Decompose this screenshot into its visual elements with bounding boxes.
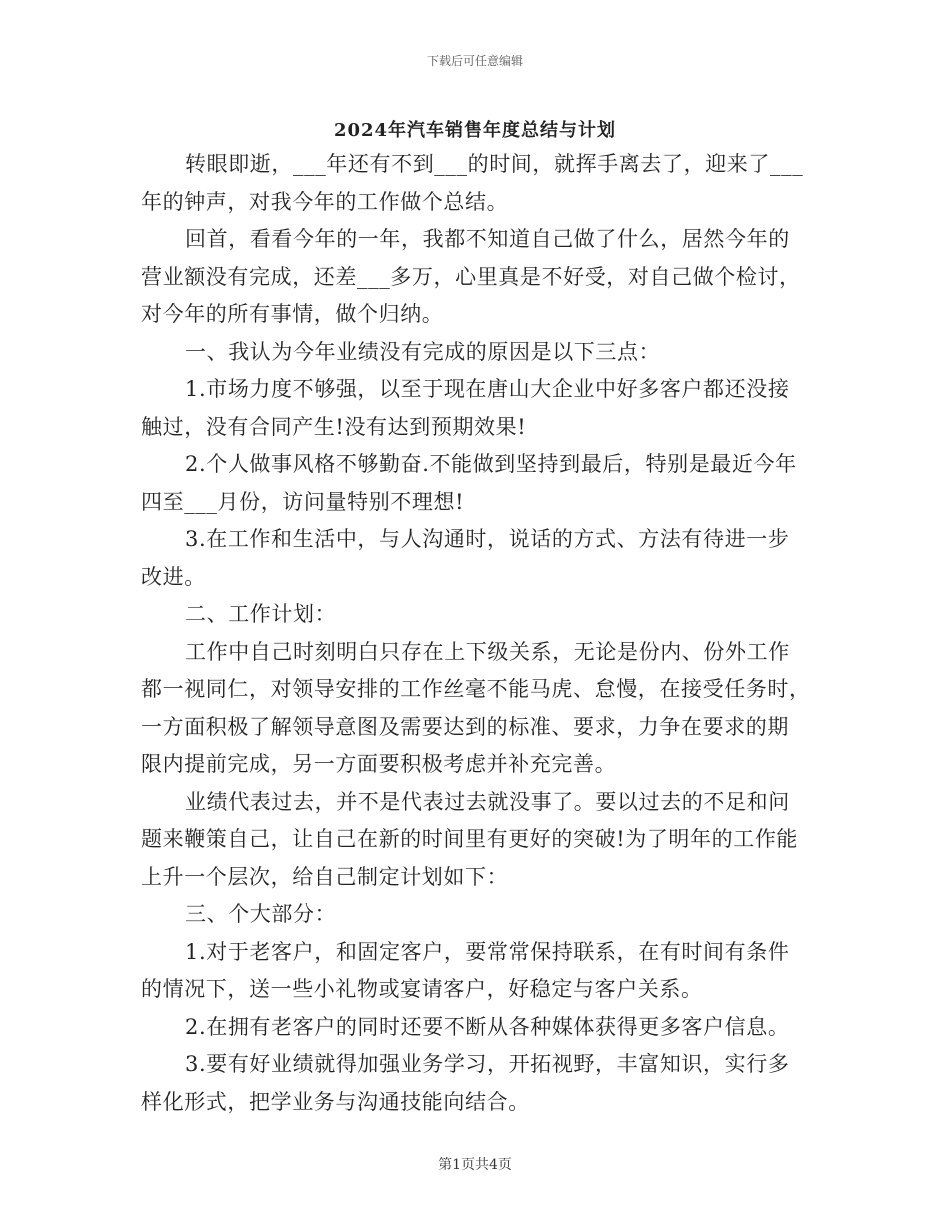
paragraph-line: 营业额没有完成，还差___多万，心里真是不好受，对自己做个检讨， <box>141 264 801 289</box>
paragraph-line: 年的钟声，对我今年的工作做个总结。 <box>141 189 509 214</box>
paragraph-line: 一方面积极了解领导意图及需要达到的标准、要求，力争在要求的期 <box>141 714 789 739</box>
paragraph-line-first: 3.在工作和生活中，与人沟通时，说话的方式、方法有待进一步 <box>185 527 790 551</box>
paragraph-line: 对今年的所有事情，做个归纳。 <box>141 302 444 326</box>
page-header: 下载后可任意编辑 <box>426 54 523 68</box>
paragraph-line: 限内提前完成，另一方面要积极考虑并补充完善。 <box>141 752 617 776</box>
document-body <box>141 146 809 1121</box>
paragraph-line-first: 二、工作计划： <box>185 602 337 626</box>
paragraph-line: 都一视同仁，对领导安排的工作丝毫不能马虎、怠慢，在接受任务时， <box>141 677 811 701</box>
paragraph-line-first: 三、个大部分： <box>185 902 337 926</box>
paragraph-line-first: 业绩代表过去，并不是代表过去就没事了。要以过去的不足和问 <box>185 789 790 814</box>
paragraph-line-first: 1.市场力度不够强，以至于现在唐山大企业中好多客户都还没接 <box>185 377 790 401</box>
paragraph-line: 题来鞭策自己，让自己在新的时间里有更好的突破!为了明年的工作能 <box>141 827 799 851</box>
paragraph-line-first: 转眼即逝，___年还有不到___的时间，就挥手离去了，迎来了___ <box>185 152 804 176</box>
document-title: 2024年汽车销售年度总结与计划 <box>333 120 617 141</box>
paragraph-line-first: 3.要有好业绩就得加强业务学习，开拓视野，丰富知识，实行多 <box>185 1052 790 1076</box>
paragraph-line-first: 2.个人做事风格不够勤奋.不能做到坚持到最后，特别是最近今年 <box>185 452 797 476</box>
paragraph-line: 触过，没有合同产生!没有达到预期效果! <box>141 414 527 439</box>
paragraph-line: 的情况下，送一些小礼物或宴请客户，好稳定与客户关系。 <box>141 977 703 1001</box>
paragraph-line-first: 回首，看看今年的一年，我都不知道自己做了什么，居然今年的 <box>185 227 790 251</box>
paragraph-line-first: 工作中自己时刻明白只存在上下级关系，无论是份内、份外工作 <box>185 639 790 664</box>
paragraph-line: 样化形式，把学业务与沟通技能向结合。 <box>141 1089 530 1114</box>
paragraph-line: 改进。 <box>141 564 206 589</box>
page-footer: 第1页共4页 <box>438 1157 512 1173</box>
paragraph-line: 上升一个层次，给自己制定计划如下： <box>141 864 509 889</box>
paragraph-line-first: 一、我认为今年业绩没有完成的原因是以下三点： <box>185 339 661 364</box>
paragraph-line-first: 2.在拥有老客户的同时还要不断从各种媒体获得更多客户信息。 <box>185 1014 790 1039</box>
paragraph-line: 四至___月份，访问量特别不理想! <box>141 489 465 514</box>
paragraph-line-first: 1.对于老客户，和固定客户，要常常保持联系，在有时间有条件 <box>185 939 790 964</box>
